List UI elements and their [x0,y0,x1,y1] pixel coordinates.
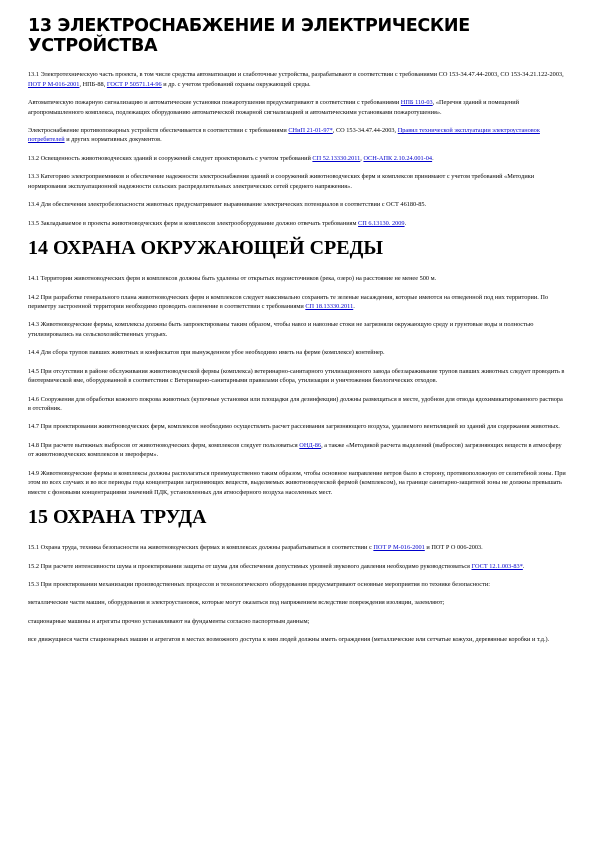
paragraph-14-5 [28,367,567,386]
doc-link[interactable]: ГОСТ 12.1.003-83* [471,562,523,570]
paragraph-14-8 [28,441,567,460]
doc-link[interactable]: СП 52.13330.2011 [312,154,361,162]
text: 13.1 Электротехническую часть проекта, в том числе средства автоматизации и слаботочные устройства, разрабатывают в соответствии с требованиями СО 153-34.47.44-2003, СО 153-34.21.122-2003, [28,71,564,79]
paragraph-14-1 [28,274,567,283]
text: Электроснабжение противопожарных устройств обеспечивается в соответствии с требованиями [28,127,287,134]
doc-link[interactable]: ОНД-86 [299,441,322,449]
text: 14.6 Сооружения для обработки кожного покрова животных (купочные установки или площадки для дезинфекции) должны размещаться в месте, удобном для отвода ядохимикатированного раствора в отстойник. [28,395,563,412]
paragraph-14-9 [28,469,567,497]
text: . [404,219,407,227]
paragraph-13-2 [28,154,567,163]
text: 14.5 При отсутствии в районе обслуживания животноводческой фермы (комплекса) ветеринарно-санитарного утилизационного завода обеззараживание трупов павших животных следует проводить в биотермической яме, оборудованной в соответствии с Ветеринарно-санитарными правилами сбора, утилизации и уничтожения биологических отходов. [28,367,565,385]
doc-link[interactable]: ОСН-АПК 2.10.24.001-04 [363,154,433,162]
paragraph-14-6 [28,395,567,414]
text: 13.4 Для обеспечения электробезопасности животных предусматривают выравнивание электрических потенциалов в соответствии с ОСТ 46180-85. [28,201,427,209]
paragraph-13-5 [28,219,567,228]
text: 14.3 Животноводческие фермы, комплексы должны быть запроектированы таким образом, чтобы навоз и навозные стоки не загрязняли окружающую среду и грунтовые воды и полностью утилизировались на сельскохозяйственных угодьях. [28,321,534,338]
paragraph-14-2 [28,293,567,312]
paragraph-15-1 [28,543,567,552]
doc-link[interactable]: НПБ 110-03 [400,99,433,107]
doc-link[interactable]: ПОТ Р М-016-2001 [28,80,80,88]
text: 14.4 Для сбора трупов павших животных и конфискатов при вынужденном убое необходимо иметь на ферме (комплексе) контейнер. [28,349,385,357]
list-item-guards [28,635,567,644]
text: , СО 153-34.47.44-2003, [332,127,397,134]
text: 14.8 При расчете вытяжных выбросов от животноводческих ферм, комплексов следует пользоваться [28,441,298,449]
text: . [432,154,434,162]
text: . [353,302,355,310]
text: 15.2 При расчете интенсивности шума и проектировании защиты от шума для обеспечения допустимых уровней звукового давления необходимо руководствоваться [28,562,470,570]
paragraph-13-4 [28,200,567,209]
text: все движущиеся части стационарных машин и агрегатов в местах возможного доступа к ним людей должны иметь ограждения (металлические или сетчатые кожухи, деревянные коробки и т.д.). [28,636,550,644]
paragraph-13-1-power-supply [28,126,567,145]
text: , [360,154,362,162]
text: и ПОТ Р О 006-2003. [426,544,483,552]
text: 14.7 При проектировании животноводческих ферм, комплексов необходимо осуществлять расчет рассеивания загрязняющего воздуха, удаляемого вентиляцией из зданий для содержания животных. [28,423,560,431]
text: 14.1 Территории животноводческих ферм и комплексов должны быть удалены от открытых водоисточников (река, озеро) на расстояние не менее 500 м. [28,275,437,283]
paragraph-13-3 [28,172,567,191]
text: и других нормативных документов. [66,136,162,144]
text: 13.2 Освещенность животноводческих зданий и сооружений следует проектировать с учетом требований [28,154,311,162]
text: 14.9 Животноводческие фермы и комплексы должны располагаться преимущественно таким образом, чтобы основное направление ветров было в сторону, противоположную от селитебной зоны. При этом во всех случаях и во все периоды года концентрации загрязняющих веществ, выделяемых животноводческой фермой (комплексом), на границе санитарно-защитной зоны не должны превышать вместе с фоновыми концентрациями значений ПДК, установленных для атмосферного воздуха населенных мест. [28,469,566,496]
section-13-heading: 13 ЭЛЕКТРОСНАБЖЕНИЕ И ЭЛЕКТРИЧЕСКИЕ УСТРОЙСТВА [28,16,470,57]
text: 15.1 Охрана труда, техника безопасности на животноводческих фермах и комплексах должны разрабатываться в соответствии с [28,544,372,552]
list-item-foundations [28,617,567,626]
text: 13.5 Закладываемое в проекты животноводческих ферм и комплексов электрооборудование должно отвечать требованиям [28,219,357,227]
paragraph-15-3 [28,580,567,589]
text: 14.2 При разработке генерального плана животноводческих ферм и комплексов следует максимально сохранять те зеленые насаждения, которые имеются на отведенной под них территории. По периметру застроенной территории необходимо проводить озеленение в соответствии с требованиями [28,293,549,310]
text: , НПБ-88, [79,80,106,88]
section-15-heading: 15 ОХРАНА ТРУДА [28,506,207,529]
doc-link[interactable]: СНиП 21-01-97* [288,127,333,134]
doc-link[interactable]: СП 18.13330.2011 [305,302,354,310]
text: 15.3 При проектировании механизации производственных процессов и технологического оборудования предусматривают основные мероприятия по технике безопасности: [28,580,490,588]
paragraph-14-7 [28,422,567,431]
text: . [522,562,525,570]
paragraph-13-1-fire-alarm [28,98,567,117]
text: стационарные машины и агрегаты прочно устанавливают на фундаменты согласно паспортным данным; [28,617,310,625]
text: и др. с учетом требований охраны окружающей среды. [163,80,311,88]
paragraph-15-2 [28,562,567,571]
doc-link[interactable]: СП 6.13130. 2009 [358,219,405,227]
text: 13.3 Категорию электроприемников и обеспечение надежности электроснабжения зданий и сооружений животноводческих ферм и комплексов принимают с учетом требований «Методики нормирования эксплуатационной надежности сельских распределительных электрических сетей среднего напряжения». [28,173,535,190]
text: Автоматическую пожарную сигнализацию и автоматические установки пожаротушения предусматривают в соответствии с требованиями [28,99,400,107]
paragraph-13-1 [28,70,567,89]
section-14-heading: 14 ОХРАНА ОКРУЖАЮЩЕЙ СРЕДЫ [28,237,383,260]
paragraph-14-4 [28,348,567,357]
doc-link[interactable]: ПОТ Р М-016-2001 [373,544,425,552]
doc-link[interactable]: ГОСТ Р 50571.14-96 [106,80,162,88]
text: , а также «Методикой расчета выделений (выбросов) загрязняющих веществ в атмосферу от животноводческих комплексов и звероферм». [28,441,562,459]
paragraph-14-3 [28,320,567,339]
text: , «Перечня зданий и помещений агропромышленного комплекса, подлежащих оборудованию автоматической пожарной сигнализацией и автоматическими установками пожаротушения». [28,99,520,116]
list-item-grounding [28,598,567,607]
text: металлические части машин, оборудования и электроустановок, которые могут оказаться под напряжением вследствие повреждения изоляции, заземляют; [28,599,445,607]
doc-link[interactable]: Правил технической эксплуатации электроустановок потребителей [28,127,540,144]
